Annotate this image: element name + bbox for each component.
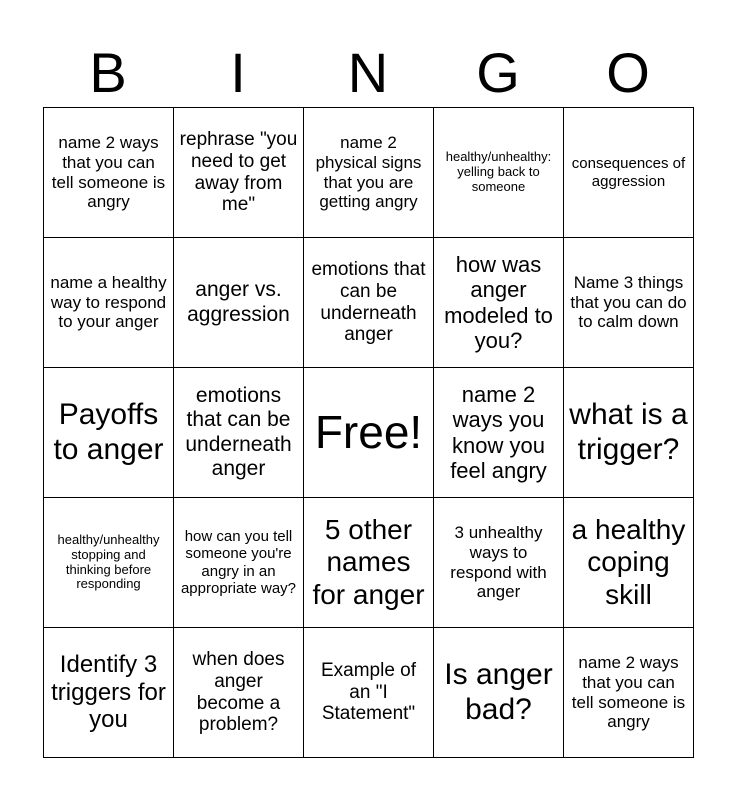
header-letter-i: I xyxy=(230,41,246,104)
bingo-cell[interactable]: name 2 ways that you can tell someone is angry xyxy=(564,628,694,758)
bingo-cell[interactable]: name 2 ways you know you feel angry xyxy=(434,368,564,498)
header-letter-o: O xyxy=(606,41,650,104)
grid-row xyxy=(44,628,694,758)
grid-row xyxy=(44,108,694,238)
bingo-cell[interactable]: emotions that can be underneath anger xyxy=(174,368,304,498)
bingo-cell[interactable]: Identify 3 triggers for you xyxy=(44,628,174,758)
bingo-cell[interactable]: Name 3 things that you can do to calm down xyxy=(564,238,694,368)
bingo-cell[interactable]: when does anger become a problem? xyxy=(174,628,304,758)
bingo-cell[interactable]: emotions that can be underneath anger xyxy=(304,238,434,368)
bingo-header xyxy=(43,40,693,106)
grid-row xyxy=(44,498,694,628)
grid-row xyxy=(44,368,694,498)
bingo-cell[interactable]: what is a trigger? xyxy=(564,368,694,498)
bingo-cell[interactable]: rephrase "you need to get away from me" xyxy=(174,108,304,238)
bingo-cell[interactable]: anger vs. aggression xyxy=(174,238,304,368)
bingo-cell[interactable]: name a healthy way to respond to your anger xyxy=(44,238,174,368)
bingo-cell[interactable]: how can you tell someone you're angry in an appropriate way? xyxy=(174,498,304,628)
bingo-cell[interactable]: name 2 ways that you can tell someone is angry xyxy=(44,108,174,238)
bingo-cell[interactable]: healthy/unhealthy stopping and thinking before responding xyxy=(44,498,174,628)
bingo-cell[interactable]: 5 other names for anger xyxy=(304,498,434,628)
bingo-cell[interactable]: how was anger modeled to you? xyxy=(434,238,564,368)
grid-row xyxy=(44,238,694,368)
header-letter-b: B xyxy=(89,41,127,104)
bingo-cell[interactable]: Is anger bad? xyxy=(434,628,564,758)
header-letter-n: N xyxy=(347,41,389,104)
bingo-cell[interactable]: a healthy coping skill xyxy=(564,498,694,628)
bingo-cell[interactable]: name 2 physical signs that you are getting angry xyxy=(304,108,434,238)
bingo-cell[interactable]: Example of an "I Statement" xyxy=(304,628,434,758)
bingo-cell[interactable]: healthy/unhealthy: yelling back to someone xyxy=(434,108,564,238)
free-space-cell[interactable]: Free! xyxy=(304,368,434,498)
header-letter-g: G xyxy=(476,41,520,104)
bingo-cell[interactable]: consequences of aggression xyxy=(564,108,694,238)
bingo-cell[interactable]: Payoffs to anger xyxy=(44,368,174,498)
bingo-grid xyxy=(43,107,694,758)
bingo-cell[interactable]: 3 unhealthy ways to respond with anger xyxy=(434,498,564,628)
